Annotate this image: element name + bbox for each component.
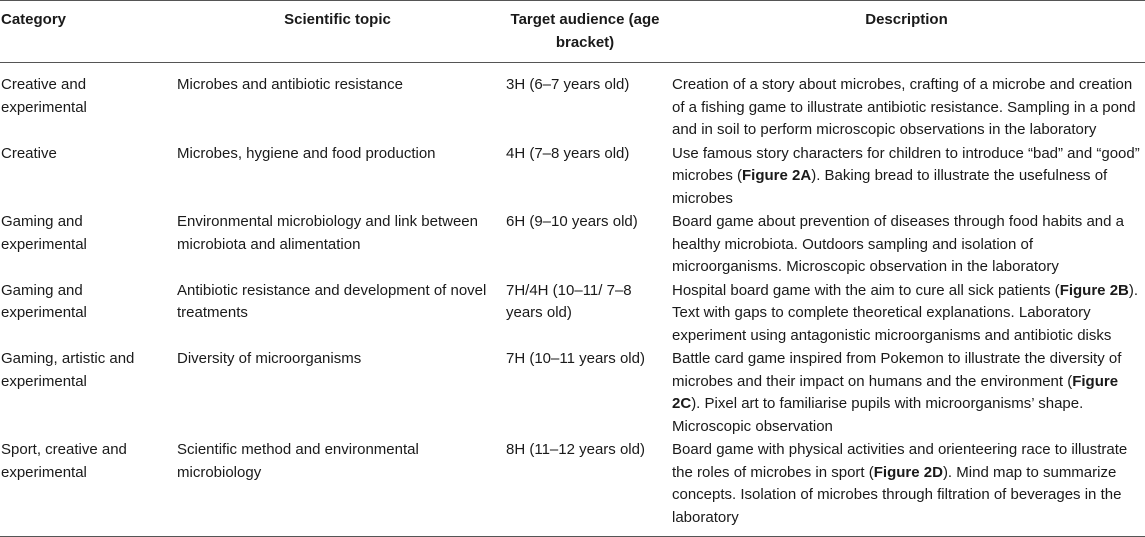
cell-topic: Microbes and antibiotic resistance — [177, 76, 403, 93]
description-text-after: ). Text with gaps to complete theoretical explanations. Laboratory experiment using antagonistic microorganisms and antibiotic disks — [672, 281, 1139, 344]
table-row — [0, 439, 1145, 537]
description-text: Use famous story characters for children to introduce “bad” and “good” microbes ( — [672, 144, 1140, 184]
figure-reference: Figure 2C — [672, 372, 1119, 412]
description-text: Hospital board game with the aim to cure all sick patients ( — [672, 281, 1060, 299]
cell-topic: Microbes, hygiene and food production — [177, 144, 436, 162]
cell-description — [668, 348, 1145, 439]
cell-description — [668, 439, 1145, 537]
cell-audience: 3H (6–7 years old) — [506, 76, 630, 93]
cell-category: Gaming and experimental — [1, 281, 87, 321]
cell-category: Sport, creative and experimental — [0, 439, 173, 537]
header-category: Category — [0, 1, 173, 63]
cell-audience: 8H (11–12 years old) — [502, 439, 668, 537]
cell-audience: 6H (9–10 years old) — [506, 213, 638, 230]
cell-description — [668, 211, 1145, 280]
table-header — [0, 1, 1145, 63]
cell-audience: 4H (7–8 years old) — [506, 144, 630, 162]
description-text: Battle card game inspired from Pokemon to illustrate the diversity of microbes and their impact on humans and the environment ( — [672, 350, 1122, 390]
cell-audience: 7H/4H (10–11/ 7–8 years old) — [506, 281, 632, 321]
table-row — [0, 143, 1145, 212]
cell-topic: Scientific method and environmental microbiology — [173, 439, 502, 537]
cell-topic: Antibiotic resistance and development of novel treatments — [177, 281, 487, 321]
header-audience: Target audience (age bracket) — [502, 1, 668, 63]
table-row — [0, 348, 1145, 439]
table-row — [0, 211, 1145, 280]
description-text: Board game about prevention of diseases through food habits and a healthy microbiota. Outdoors sampling and isolation of microorganisms. Microscopic observation in the laboratory — [672, 213, 1124, 275]
header-description: Description — [668, 1, 1145, 63]
table-row — [0, 63, 1145, 143]
figure-reference: Figure 2B — [1059, 281, 1129, 299]
description-text: Creation of a story about microbes, crafting of a microbe and creation of a fishing game to illustrate antibiotic resistance. Sampling in a pond and in soil to perform microscopic observations in the laboratory — [672, 76, 1136, 138]
cell-category: Creative — [1, 144, 57, 162]
description-text-after: ). Pixel art to familiarise pupils with microorganisms’ shape. Microscopic observation — [672, 395, 1084, 435]
cell-topic: Environmental microbiology and link between microbiota and alimentation — [177, 213, 478, 253]
header-row — [0, 1, 1145, 63]
cell-audience: 7H (10–11 years old) — [506, 350, 645, 367]
cell-description — [668, 143, 1145, 212]
cell-description — [668, 63, 1145, 143]
description-text-after: ). Baking bread to illustrate the usefulness of microbes — [672, 167, 1108, 207]
description-text: Board game with physical activities and orienteering race to illustrate the roles of microbes in sport ( — [672, 441, 1128, 481]
cell-category: Gaming and experimental — [1, 213, 87, 253]
table-body — [0, 63, 1145, 537]
header-topic: Scientific topic — [173, 1, 502, 63]
description-text-after: ). Mind map to summarize concepts. Isolation of microbes through filtration of beverages in the laboratory — [672, 463, 1122, 526]
cell-category: Gaming, artistic and experimental — [1, 350, 135, 390]
cell-category: Creative and experimental — [1, 76, 87, 116]
cell-topic: Diversity of microorganisms — [177, 350, 362, 367]
cell-description — [668, 280, 1145, 349]
figure-reference: Figure 2A — [742, 167, 812, 184]
figure-reference: Figure 2D — [873, 463, 943, 481]
table-row — [0, 280, 1145, 349]
